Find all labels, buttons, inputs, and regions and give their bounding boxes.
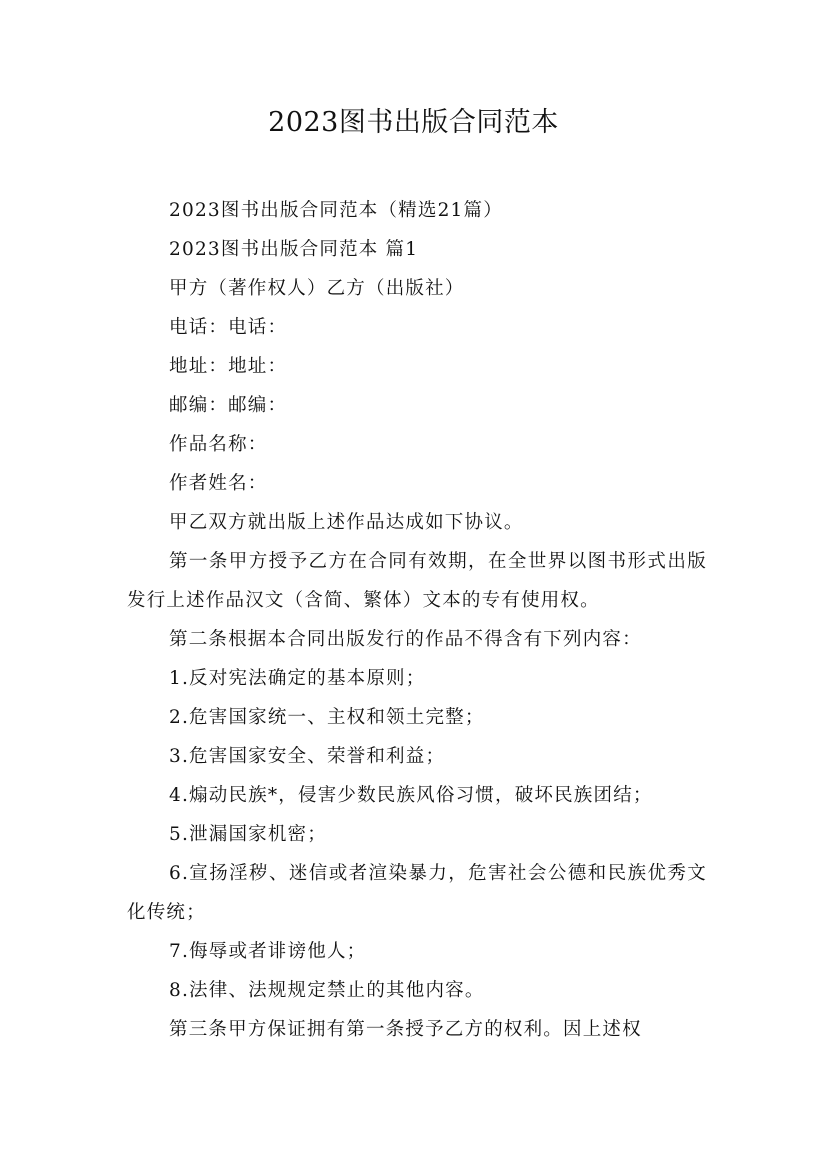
list-item: 3.危害国家安全、荣誉和利益； xyxy=(169,746,446,767)
list-item: 2.危害国家统一、主权和领土完整； xyxy=(169,707,485,728)
paragraph-article-3: 第三条甲方保证拥有第一条授予乙方的权利。因上述权 xyxy=(169,1019,642,1040)
list-item: 4.煽动民族*，侵害少数民族风俗习惯，破坏民族团结； xyxy=(169,785,653,806)
list-item: 8.法律、法规规定禁止的其他内容。 xyxy=(169,980,485,1001)
paragraph-article-2: 第二条根据本合同出版发行的作品不得含有下列内容： xyxy=(169,629,642,650)
list-item: 7.侮辱或者诽谤他人； xyxy=(169,941,367,962)
paragraph-parties: 甲方（著作权人）乙方（出版社） xyxy=(169,278,465,299)
document-body xyxy=(127,191,707,1049)
list-item: 1.反对宪法确定的基本原则； xyxy=(169,668,426,689)
paragraph-author-name: 作者姓名： xyxy=(169,473,268,494)
paragraph-work-name: 作品名称： xyxy=(169,434,268,455)
paragraph-article-1: 第一条甲方授予乙方在合同有效期，在全世界以图书形式出版发行上述作品汉文（含简、繁体）文本的专有使用权。 xyxy=(127,551,707,611)
paragraph-address: 地址：地址： xyxy=(169,356,288,377)
paragraph-section-heading: 2023图书出版合同范本 篇1 xyxy=(169,239,419,260)
list-item: 5.泄漏国家机密； xyxy=(169,824,327,845)
list-item: 6.宣扬淫秽、迷信或者渲染暴力，危害社会公德和民族优秀文化传统； xyxy=(127,863,707,923)
paragraph-postcode: 邮编：邮编： xyxy=(169,395,288,416)
paragraph-agreement: 甲乙双方就出版上述作品达成如下协议。 xyxy=(169,512,524,533)
paragraph-subtitle: 2023图书出版合同范本（精选21篇） xyxy=(169,200,503,221)
paragraph-phone: 电话：电话： xyxy=(169,317,288,338)
document-title: 2023图书出版合同范本 xyxy=(268,107,559,138)
